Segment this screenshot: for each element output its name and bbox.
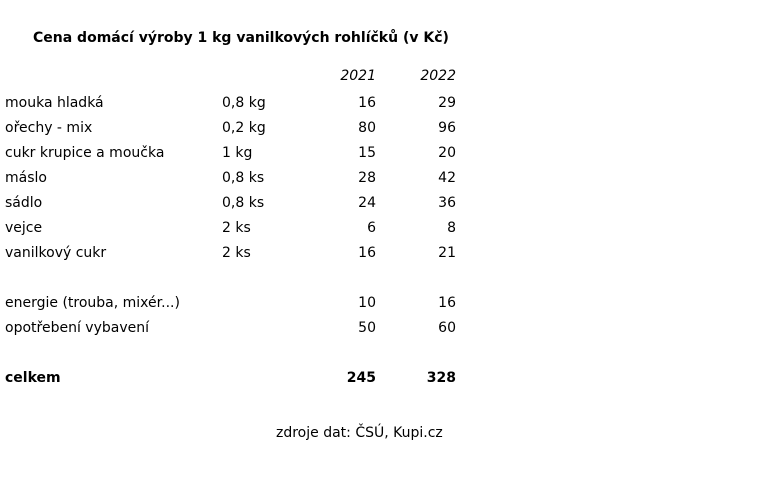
table-row bbox=[0, 120, 775, 144]
ingredient-name: cukr krupice a moučka bbox=[5, 145, 165, 161]
table-title: Cena domácí výroby 1 kg vanilkových rohlíčků (v Kč) bbox=[33, 30, 449, 46]
table-row bbox=[0, 320, 775, 344]
price-2022: 20 bbox=[438, 145, 456, 161]
total-2022: 328 bbox=[426, 370, 456, 386]
price-2021: 50 bbox=[358, 320, 376, 336]
price-2021: 6 bbox=[367, 220, 376, 236]
ingredient-qty: 0,8 ks bbox=[222, 195, 265, 211]
ingredient-qty: 1 kg bbox=[222, 145, 253, 161]
table-row bbox=[0, 170, 775, 194]
price-2022: 8 bbox=[447, 220, 456, 236]
price-2022: 21 bbox=[438, 245, 456, 261]
ingredient-qty: 2 ks bbox=[222, 245, 251, 261]
cost-name: energie (trouba, mixér...) bbox=[5, 295, 180, 311]
price-2022: 96 bbox=[438, 120, 456, 136]
price-2022: 29 bbox=[438, 95, 456, 111]
total-row bbox=[0, 370, 775, 394]
ingredient-name: mouka hladká bbox=[5, 95, 104, 111]
table-row bbox=[0, 220, 775, 244]
table-row bbox=[0, 95, 775, 119]
price-2021: 16 bbox=[358, 95, 376, 111]
table-row bbox=[0, 145, 775, 169]
ingredient-name: vejce bbox=[5, 220, 43, 236]
ingredient-name: ořechy - mix bbox=[5, 120, 93, 136]
cost-name: opotřebení vybavení bbox=[5, 320, 149, 336]
table-row bbox=[0, 295, 775, 319]
total-2021: 245 bbox=[346, 370, 376, 386]
price-2021: 28 bbox=[358, 170, 376, 186]
data-source-note: zdroje dat: ČSÚ, Kupi.cz bbox=[276, 425, 443, 441]
year-header-2022: 2022 bbox=[420, 68, 456, 84]
table-row bbox=[0, 245, 775, 269]
year-header-2021: 2021 bbox=[340, 68, 376, 84]
price-2022: 60 bbox=[438, 320, 456, 336]
ingredient-name: vanilkový cukr bbox=[5, 245, 107, 261]
price-2021: 16 bbox=[358, 245, 376, 261]
ingredient-qty: 0,8 kg bbox=[222, 95, 266, 111]
ingredient-name: sádlo bbox=[5, 195, 43, 211]
ingredient-qty: 0,8 ks bbox=[222, 170, 265, 186]
table-row bbox=[0, 195, 775, 219]
ingredient-qty: 2 ks bbox=[222, 220, 251, 236]
price-2021: 10 bbox=[358, 295, 376, 311]
ingredient-name: máslo bbox=[5, 170, 47, 186]
price-2021: 15 bbox=[358, 145, 376, 161]
price-2022: 16 bbox=[438, 295, 456, 311]
price-2022: 42 bbox=[438, 170, 456, 186]
price-2022: 36 bbox=[438, 195, 456, 211]
total-label: celkem bbox=[5, 370, 61, 386]
price-2021: 80 bbox=[358, 120, 376, 136]
ingredient-qty: 0,2 kg bbox=[222, 120, 266, 136]
price-2021: 24 bbox=[358, 195, 376, 211]
